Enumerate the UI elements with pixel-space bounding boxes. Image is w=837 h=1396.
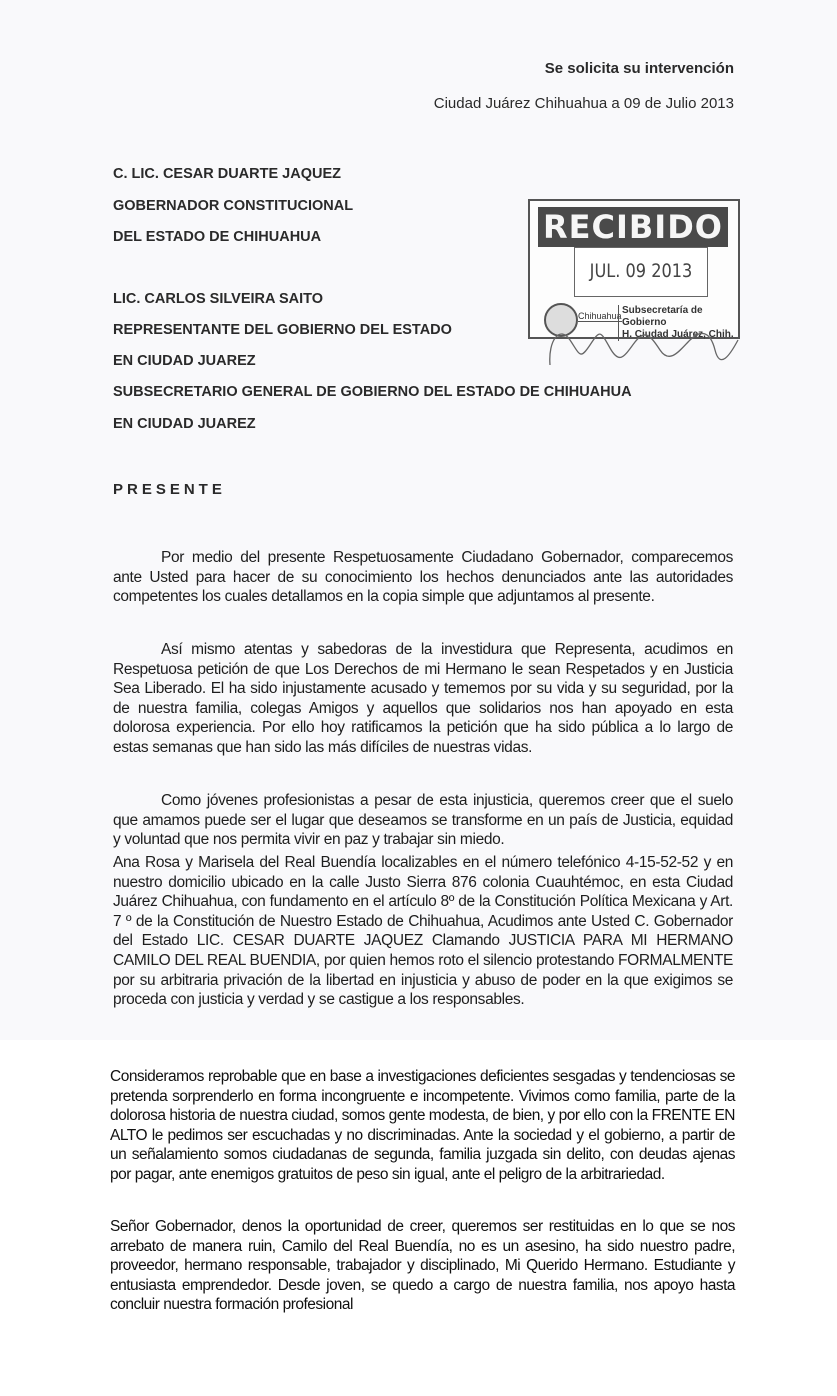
paragraph-6: Señor Gobernador, denos la oportunidad de creer, queremos ser restituidas en lo que se nos arrebato de manera ruin, Camilo del Real Buendía, no es un asesino, ha sido nuestro padre, proveedor, hermano responsable, trabajador y disciplinado, Mi Querido Hermano. Estudiante y entusiasta emprendedor. Desde joven, se quedo a cargo de nuestra familia, nos apoyo hasta concluir nuestra formación profesional [110,1218,735,1313]
paragraph-5: Consideramos reprobable que en base a investigaciones deficientes sesgadas y tendenciosas se pretenda sorprenderlo en forma incongruente e incompetente. Vivimos como familia, parte de la dolorosa historia de nuestra ciudad, somos gente modesta, de bien, y por ello con la FRENTE EN ALTO le pedimos ser escuchadas y no discriminadas. Ante la sociedad y el gobierno, a partir de un señalamiento somos ciudadanas de segunda, familia juzgada sin delito, con deudas ajenas por pagar, ante enemigos gratuitos de peso sin igual, ante el peligro de la arbitrariedad. [110,1068,735,1183]
recipient-line-1: C. LIC. CESAR DUARTE JAQUEZ [113,166,341,182]
paragraph-1: Por medio del presente Respetuosamente Ciudadano Gobernador, comparecemos ante Usted para hacer de su conocimiento los hechos denunciados ante las autoridades competentes los cuales detallamos en la copia simple que adjuntamos al presente. [113,549,733,606]
recipient-line-7: SUBSECRETARIO GENERAL DE GOBIERNO DEL ESTADO DE CHIHUAHUA [113,384,632,400]
paragraph-2: Así mismo atentas y sabedoras de la investidura que Representa, acudimos en Respetuosa petición de que Los Derechos de mi Hermano le sean Respetados y en Justicia Sea Liberado. El ha sido injustamente acusado y tememos por su vida y su seguridad, por la de nuestra familia, colegas Amigos y aquellos que solidarios nos han apoyado en esta dolorosa experiencia. Por ello hoy ratificamos la petición que ha sido pública a lo largo de estas semanas que han sido las más difíciles de nuestras vidas. [113,641,733,756]
stamp-title: RECIBIDO [538,207,728,247]
recipient-line-4: LIC. CARLOS SILVEIRA SAITO [113,291,323,307]
recipient-line-6: EN CIUDAD JUAREZ [113,353,256,369]
salutation: PRESENTE [113,481,226,498]
recipient-line-8: EN CIUDAD JUAREZ [113,416,256,432]
paragraph-3: Como jóvenes profesionistas a pesar de esta injusticia, queremos creer que el suelo que amamos puede ser el lugar que deseamos se transforme en un país de Justicia, equidad y voluntad que nos permita vivir en paz y trabajar sin miedo. [113,792,733,849]
letter-place-date: Ciudad Juárez Chihuahua a 09 de Julio 2013 [433,95,734,112]
received-stamp [528,199,740,339]
recipient-line-2: GOBERNADOR CONSTITUCIONAL [113,198,354,214]
stamp-brand: Chihuahua [578,311,622,321]
signature-icon [540,320,740,370]
stamp-date-box [574,247,708,297]
letter-subject: Se solicita su intervención [544,60,734,77]
stamp-date: JUL. 09 2013 [589,260,693,282]
recipient-line-3: DEL ESTADO DE CHIHUAHUA [113,229,322,245]
recipient-line-5: REPRESENTANTE DEL GOBIERNO DEL ESTADO [113,322,452,338]
stamp-office-line1: Subsecretaría de Gobierno [622,305,703,328]
paragraph-4: Ana Rosa y Marisela del Real Buendía localizables en el número telefónico 4-15-52-52 y en nuestro domicilio ubicado en la calle Justo Sierra 876 colonia Cuauhtémoc, en esta Ciudad Juárez Chihuahua, con fundamento en el artículo 8º de la Constitución Política Mexicana y Art. 7 º de la Constitución de Nuestro Estado de Chihuahua, Acudimos ante Usted C. Gobernador del Estado LIC. CESAR DUARTE JAQUEZ Clamando JUSTICIA PARA MI HERMANO CAMILO DEL REAL BUENDIA, por quien hemos roto el silencio protestando FORMALMENTE por su arbitraria privación de la libertad en injusticia y abuso de poder en la que exigimos se proceda con justicia y verdad y se castigue a los responsables. [113,854,733,1009]
stamp-office-line2: H. Ciudad Juárez, Chih. [622,329,734,340]
